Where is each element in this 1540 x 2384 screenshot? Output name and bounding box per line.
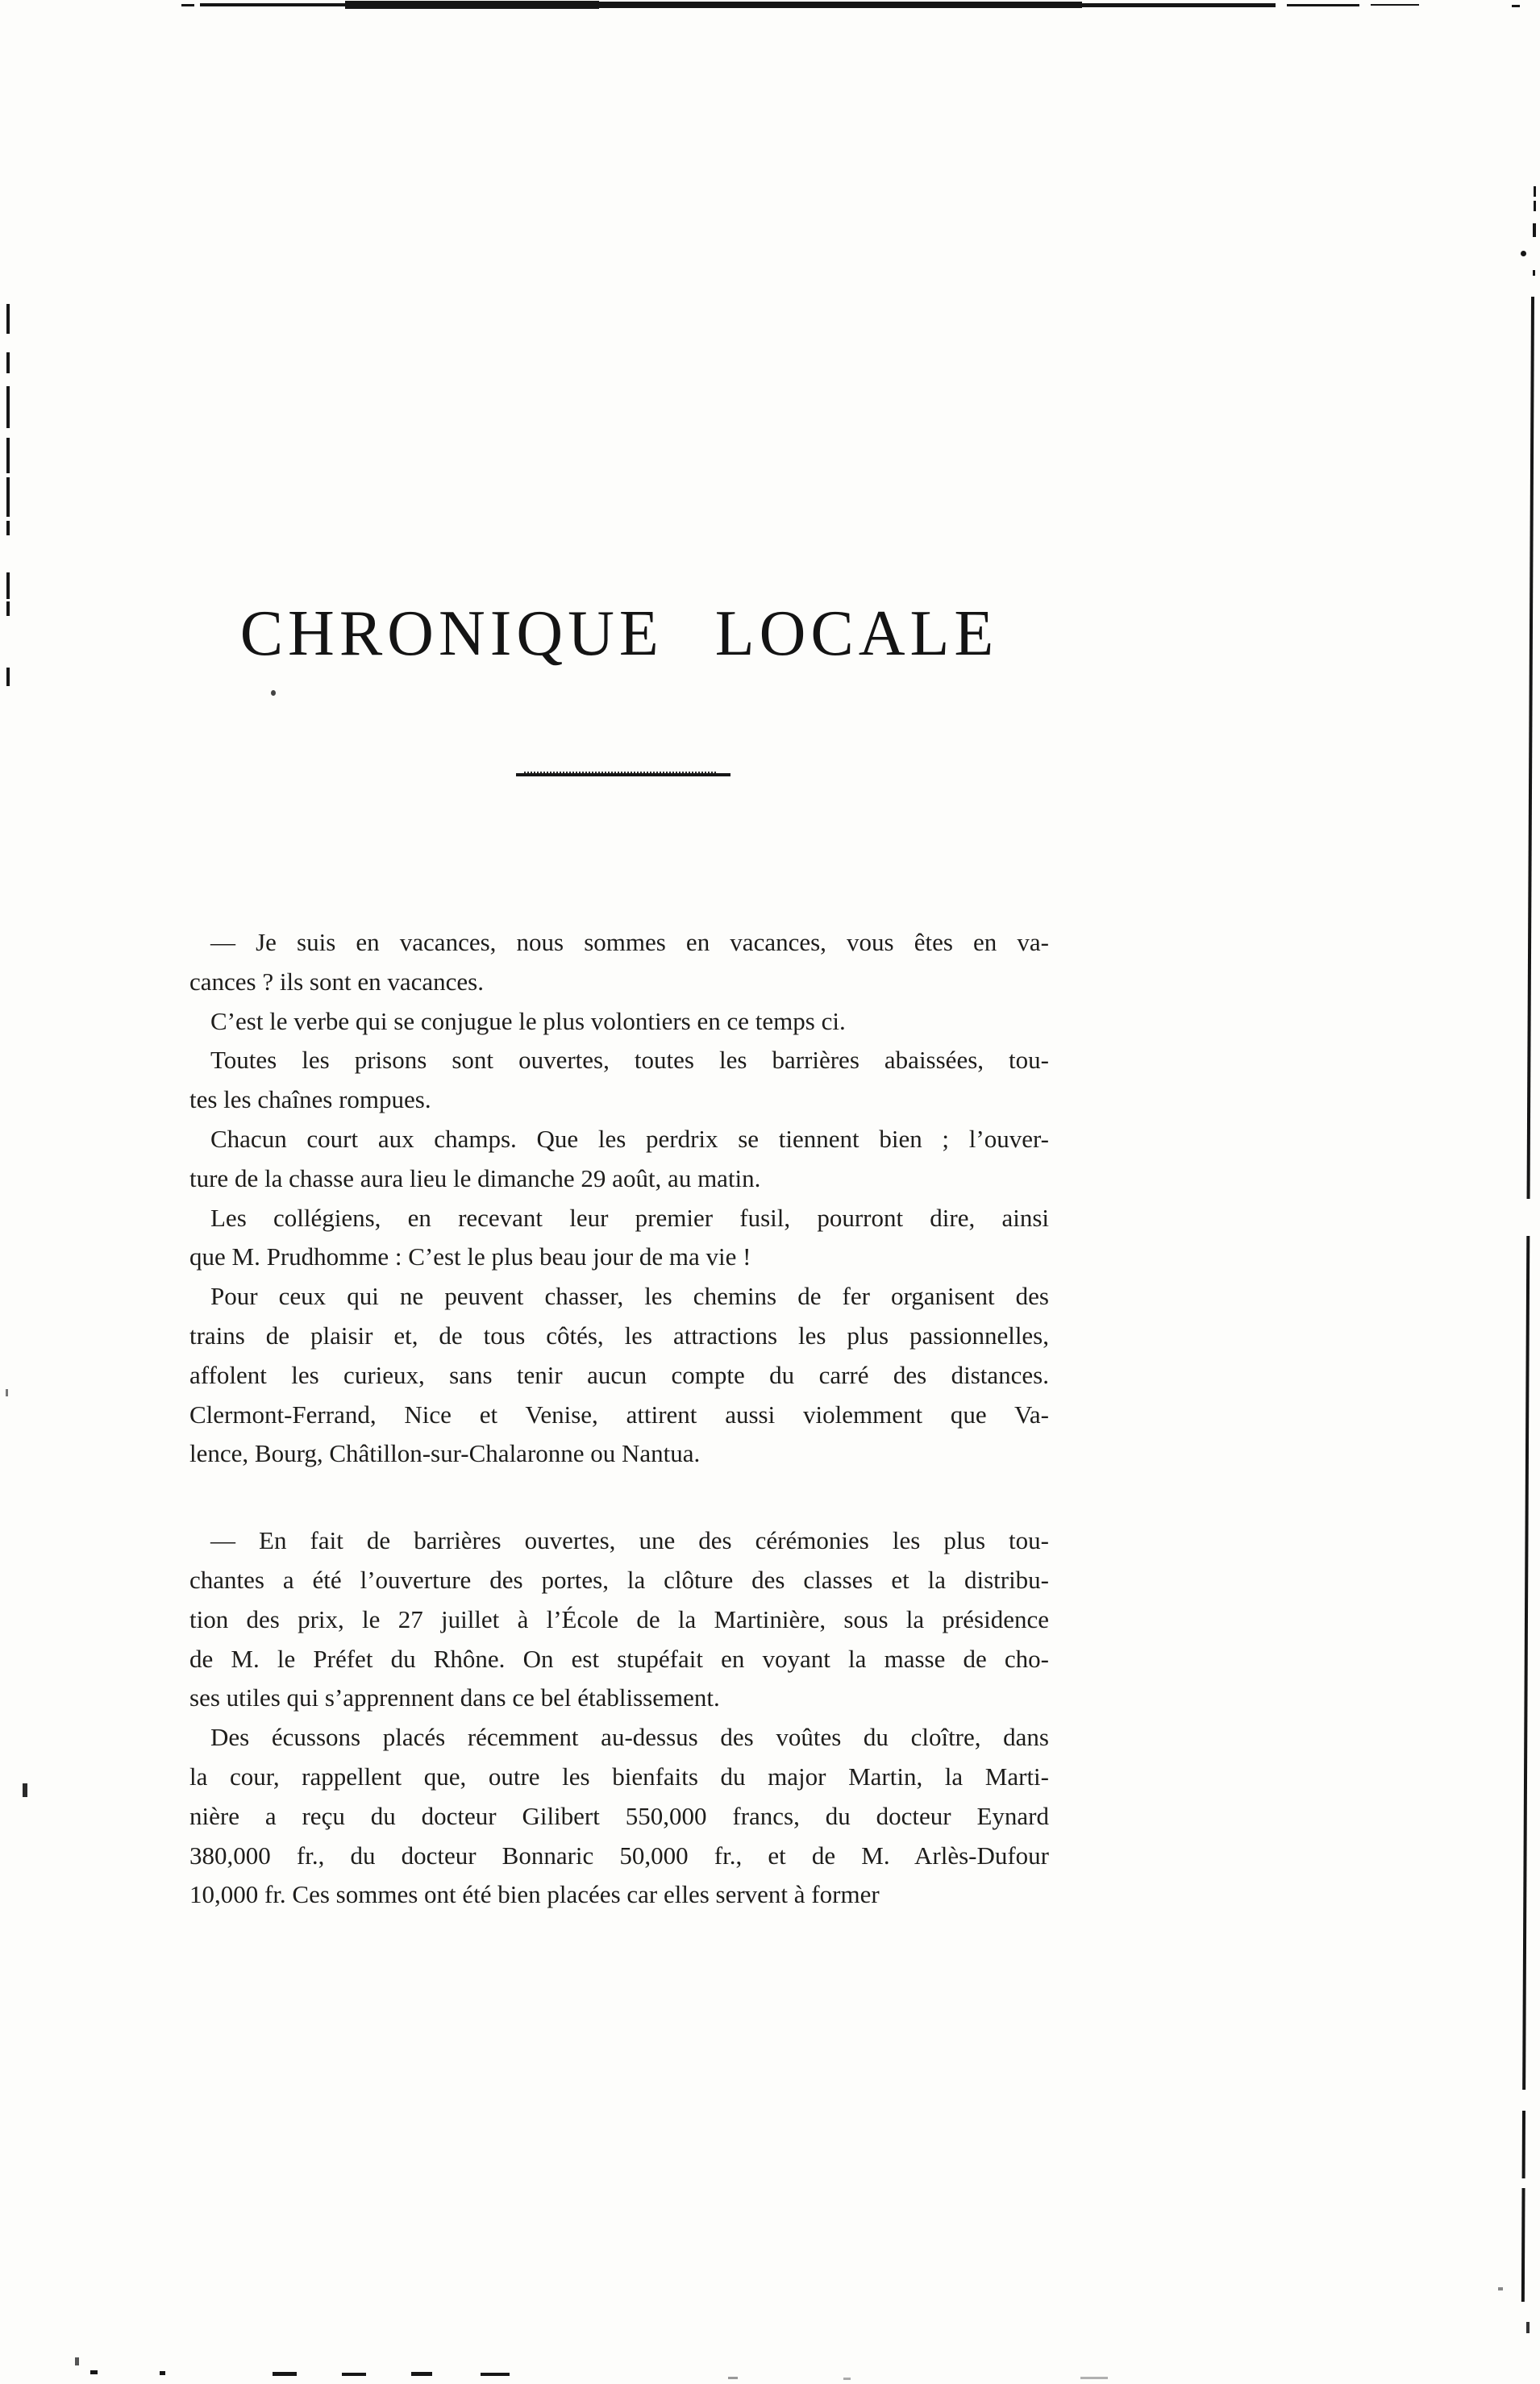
text-line: Chacun court aux champs. Que les perdrix se tiennent bien ; l’ouver- <box>210 1124 1049 1153</box>
text-line: cances ? ils sont en vacances. <box>189 967 484 996</box>
bottom-edge-dash <box>160 2371 165 2375</box>
text-line: Les collégiens, en recevant leur premier fusil, pourront dire, ainsi <box>210 1203 1049 1232</box>
text-line: tes les chaînes rompues. <box>189 1085 431 1114</box>
bottom-edge-dash <box>843 2378 851 2380</box>
left-edge-line <box>6 521 10 535</box>
right-edge-line <box>1521 251 1526 256</box>
left-edge-line <box>6 386 10 428</box>
article-body <box>189 923 1049 1915</box>
text-line: Toutes les prisons sont ouvertes, toutes les barrières abaissées, tou- <box>210 1046 1049 1075</box>
paragraph <box>189 1041 1049 1120</box>
text-line: C’est le verbe qui se conjugue le plus volontiers en ce temps ci. <box>210 1006 846 1035</box>
top-edge-line <box>1371 4 1419 6</box>
right-edge-line <box>1498 2287 1503 2290</box>
article-section <box>189 1521 1049 1915</box>
text-line: tion des prix, le 27 juillet à l’École de la Martinière, sous la présidence <box>189 1604 1049 1633</box>
text-line: trains de plaisir et, de tous côtés, les attractions les plus passionnelles, <box>189 1321 1049 1350</box>
bottom-edge-dash <box>728 2377 738 2379</box>
text-line: — En fait de barrières ouvertes, une des cérémonies les plus tou- <box>210 1526 1049 1555</box>
paragraph <box>189 1199 1049 1278</box>
left-edge-line <box>6 668 10 686</box>
text-line: 10,000 fr. Ces sommes ont été bien placées car elles servent à former <box>189 1880 880 1909</box>
bottom-edge-dash <box>90 2370 98 2374</box>
right-edge-line <box>1534 201 1536 211</box>
page-title: CHRONIQUE LOCALE <box>239 598 999 669</box>
text-line: lence, Bourg, Châtillon-sur-Chalaronne ou Nantua. <box>189 1439 701 1468</box>
right-edge-line <box>1526 2322 1530 2333</box>
text-line: nière a reçu du docteur Gilibert 550,000 francs, du docteur Eynard <box>189 1801 1049 1830</box>
top-edge-line <box>1082 3 1276 7</box>
paragraph <box>189 1120 1049 1199</box>
text-line: la cour, rappellent que, outre les bienfaits du major Martin, la Marti- <box>189 1762 1049 1791</box>
paragraph <box>189 1718 1049 1915</box>
text-line: que M. Prudhomme : C’est le plus beau jour de ma vie ! <box>189 1242 751 1271</box>
text-line: de M. le Préfet du Rhône. On est stupéfait en voyant la masse de cho- <box>189 1644 1049 1673</box>
text-line: chantes a été l’ouverture des portes, la clôture des classes et la distribu- <box>189 1565 1049 1594</box>
left-edge-line <box>23 1783 27 1797</box>
bottom-edge-dash <box>1080 2377 1108 2379</box>
right-edge-gap <box>1524 1199 1531 1236</box>
bottom-edge-dash <box>481 2373 510 2376</box>
text-line: 380,000 fr., du docteur Bonnaric 50,000 fr., et de M. Arlès-Dufour <box>189 1841 1049 1870</box>
text-line: Clermont-Ferrand, Nice et Venise, attirent aussi violemment que Va- <box>189 1400 1049 1429</box>
top-edge-line <box>1287 4 1359 6</box>
right-edge-gap <box>1521 2178 1529 2188</box>
left-edge-line <box>6 601 10 616</box>
text-line: Pour ceux qui ne peuvent chasser, les chemins de fer organisent des <box>210 1282 1049 1311</box>
right-edge-line <box>1533 223 1536 237</box>
bottom-edge-dash <box>342 2373 366 2376</box>
right-edge-line <box>1521 297 1534 2302</box>
text-line: ses utiles qui s’apprennent dans ce bel établissement. <box>189 1683 720 1712</box>
right-edge-gap <box>1522 2090 1530 2111</box>
left-edge-line <box>6 572 10 599</box>
right-edge-line <box>1534 186 1536 197</box>
left-edge-line <box>6 438 10 473</box>
left-edge-line <box>6 352 10 373</box>
left-edge-line <box>6 477 10 517</box>
paragraph <box>189 923 1049 1002</box>
left-edge-line <box>6 1389 8 1396</box>
article-section <box>189 923 1049 1474</box>
bottom-edge-dash <box>75 2357 79 2365</box>
bottom-edge-dash <box>411 2372 432 2376</box>
text-line: — Je suis en vacances, nous sommes en vacances, vous êtes en va- <box>210 928 1049 956</box>
top-edge-line <box>181 4 194 6</box>
ink-speck <box>271 690 276 696</box>
text-line: ture de la chasse aura lieu le dimanche 29 août, au matin. <box>189 1163 761 1192</box>
top-edge-line <box>200 3 345 6</box>
paragraph <box>189 1277 1049 1474</box>
top-edge-line <box>598 2 1082 8</box>
top-edge-line <box>1512 5 1520 7</box>
text-line: affolent les curieux, sans tenir aucun compte du carré des distances. <box>189 1360 1049 1389</box>
paragraph <box>189 1002 1049 1042</box>
text-line: Des écussons placés récemment au-dessus des voûtes du cloître, dans <box>210 1723 1049 1752</box>
section-divider-rule <box>516 773 730 776</box>
bottom-edge-dash <box>273 2372 297 2376</box>
right-edge-line <box>1533 270 1535 276</box>
top-edge-line <box>345 1 599 9</box>
left-edge-line <box>6 304 10 334</box>
paragraph <box>189 1521 1049 1718</box>
